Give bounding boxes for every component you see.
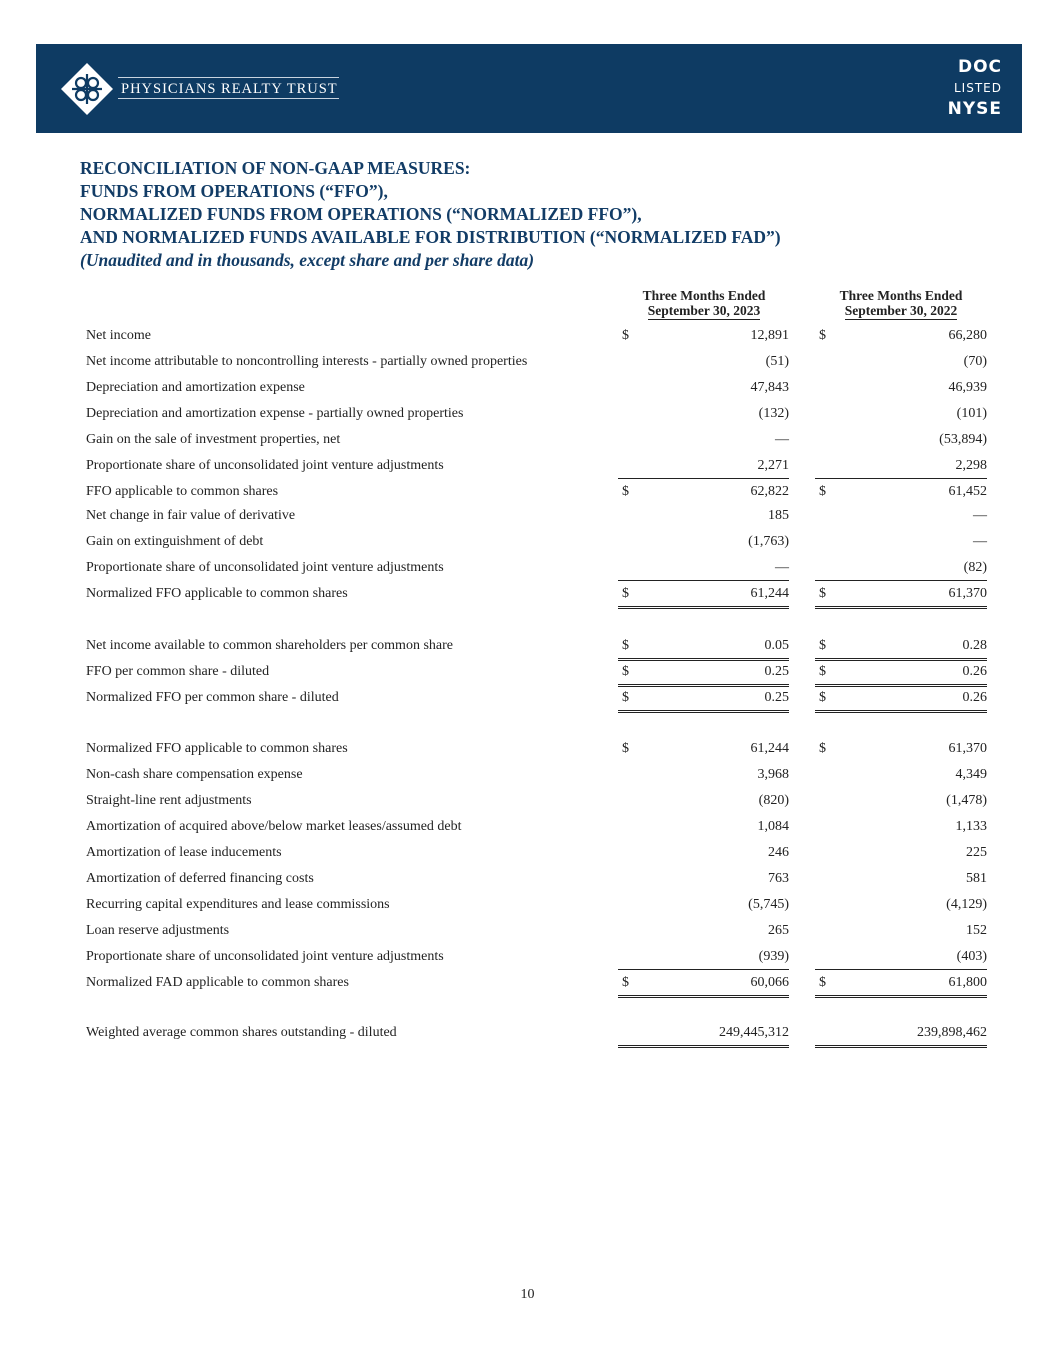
value-cell-2023 bbox=[618, 660, 789, 687]
table-row bbox=[0, 530, 1055, 556]
value-cell-2022 bbox=[815, 504, 987, 528]
report-subtitle: (Unaudited and in thousands, except share and per share data) bbox=[80, 250, 535, 270]
value: 0.26 bbox=[962, 690, 987, 705]
dollar-sign: $ bbox=[622, 586, 629, 601]
report-title-line: NORMALIZED FUNDS FROM OPERATIONS (“NORMALIZED FFO”), bbox=[80, 204, 642, 224]
row-label: Proportionate share of unconsolidated joint venture adjustments bbox=[86, 458, 444, 473]
value: 60,066 bbox=[750, 975, 789, 990]
dollar-sign: $ bbox=[622, 328, 629, 343]
column-header-2022 bbox=[815, 288, 987, 320]
value: 0.25 bbox=[764, 690, 789, 705]
value-cell-2022 bbox=[815, 324, 987, 348]
table-row bbox=[0, 376, 1055, 402]
value: 0.25 bbox=[764, 664, 789, 679]
column-header-line1: Three Months Ended bbox=[642, 288, 766, 303]
value-cell-2023 bbox=[618, 504, 789, 528]
value-cell-2022 bbox=[815, 376, 987, 400]
row-label: Gain on extinguishment of debt bbox=[86, 534, 264, 549]
value: 763 bbox=[768, 871, 789, 886]
dollar-sign: $ bbox=[819, 664, 826, 679]
value: (1,763) bbox=[748, 534, 789, 549]
value: 185 bbox=[768, 508, 789, 523]
value: (939) bbox=[758, 949, 789, 964]
row-label: Normalized FFO applicable to common shares bbox=[86, 586, 348, 601]
value-cell-2023 bbox=[618, 841, 789, 865]
value: (132) bbox=[758, 406, 789, 421]
value-cell-2022 bbox=[815, 815, 987, 839]
value: 0.26 bbox=[962, 664, 987, 679]
table-row bbox=[0, 660, 1055, 686]
row-label: Normalized FFO per common share - diluted bbox=[86, 690, 339, 705]
value: 152 bbox=[966, 923, 987, 938]
value-cell-2022 bbox=[815, 1021, 987, 1048]
dollar-sign: $ bbox=[622, 638, 629, 653]
column-header-line2: September 30, 2022 bbox=[844, 303, 958, 318]
value-cell-2022 bbox=[815, 789, 987, 813]
value: 4,349 bbox=[955, 767, 987, 782]
row-label: Gain on the sale of investment properties, net bbox=[86, 432, 341, 447]
table-row bbox=[0, 737, 1055, 763]
value-cell-2022 bbox=[815, 686, 987, 713]
value-cell-2022 bbox=[815, 454, 987, 479]
row-label: Proportionate share of unconsolidated joint venture adjustments bbox=[86, 949, 444, 964]
table-row bbox=[0, 556, 1055, 582]
value: 1,133 bbox=[955, 819, 987, 834]
value-cell-2023 bbox=[618, 428, 789, 452]
value: 265 bbox=[768, 923, 789, 938]
row-label: Amortization of lease inducements bbox=[86, 845, 282, 860]
value-cell-2023 bbox=[618, 789, 789, 813]
dollar-sign: $ bbox=[622, 484, 629, 499]
value: 225 bbox=[966, 845, 987, 860]
value: — bbox=[973, 508, 987, 523]
value: — bbox=[775, 432, 789, 447]
dollar-sign: $ bbox=[622, 690, 629, 705]
value-cell-2023 bbox=[618, 454, 789, 479]
table-row bbox=[0, 402, 1055, 428]
column-header-line2: September 30, 2023 bbox=[647, 303, 761, 318]
header-banner bbox=[36, 44, 1022, 133]
value: 581 bbox=[966, 871, 987, 886]
table-row bbox=[0, 789, 1055, 815]
table-row bbox=[0, 945, 1055, 971]
value-cell-2023 bbox=[618, 324, 789, 348]
row-label: Normalized FAD applicable to common shares bbox=[86, 975, 349, 990]
value: 66,280 bbox=[948, 328, 987, 343]
dollar-sign: $ bbox=[819, 690, 826, 705]
value-cell-2022 bbox=[815, 841, 987, 865]
value-cell-2023 bbox=[618, 893, 789, 917]
table-row bbox=[0, 919, 1055, 945]
value: 61,370 bbox=[948, 741, 987, 756]
row-label: Loan reserve adjustments bbox=[86, 923, 230, 938]
value-cell-2022 bbox=[815, 893, 987, 917]
column-header-2023 bbox=[618, 288, 790, 320]
value-cell-2023 bbox=[618, 815, 789, 839]
report-title-line: FUNDS FROM OPERATIONS (“FFO”), bbox=[80, 181, 388, 201]
table-row bbox=[0, 1021, 1055, 1047]
value-cell-2022 bbox=[815, 867, 987, 891]
table-row bbox=[0, 428, 1055, 454]
value-cell-2023 bbox=[618, 402, 789, 426]
value: (70) bbox=[963, 354, 987, 369]
value-cell-2023 bbox=[618, 634, 789, 661]
row-label: FFO applicable to common shares bbox=[86, 484, 279, 499]
value: (82) bbox=[963, 560, 987, 575]
value-cell-2023 bbox=[618, 945, 789, 970]
value: (4,129) bbox=[946, 897, 987, 912]
row-label: Net income attributable to noncontrolling interests - partially owned properties bbox=[86, 354, 528, 369]
row-label: Normalized FFO applicable to common shares bbox=[86, 741, 348, 756]
value: 2,271 bbox=[757, 458, 789, 473]
value-cell-2022 bbox=[815, 402, 987, 426]
row-label: Weighted average common shares outstanding - diluted bbox=[86, 1025, 397, 1040]
table-row bbox=[0, 841, 1055, 867]
row-label: Proportionate share of unconsolidated joint venture adjustments bbox=[86, 560, 444, 575]
row-label: Non-cash share compensation expense bbox=[86, 767, 303, 782]
value: — bbox=[775, 560, 789, 575]
dollar-sign: $ bbox=[819, 975, 826, 990]
row-label: Net income bbox=[86, 328, 151, 343]
report-title-block bbox=[80, 157, 980, 272]
value-cell-2022 bbox=[815, 634, 987, 661]
value-cell-2022 bbox=[815, 530, 987, 554]
value: 61,800 bbox=[948, 975, 987, 990]
table-row bbox=[0, 324, 1055, 350]
row-label: Amortization of deferred financing costs bbox=[86, 871, 314, 886]
value-cell-2023 bbox=[618, 919, 789, 943]
dollar-sign: $ bbox=[819, 638, 826, 653]
value-cell-2023 bbox=[618, 971, 789, 998]
value-cell-2023 bbox=[618, 686, 789, 713]
value-cell-2022 bbox=[815, 971, 987, 998]
value-cell-2023 bbox=[618, 1021, 789, 1048]
value-cell-2022 bbox=[815, 763, 987, 787]
value: 46,939 bbox=[948, 380, 987, 395]
dollar-sign: $ bbox=[622, 741, 629, 756]
value-cell-2022 bbox=[815, 350, 987, 374]
value-cell-2022 bbox=[815, 480, 987, 504]
value: 239,898,462 bbox=[917, 1025, 987, 1040]
table-row bbox=[0, 867, 1055, 893]
table-row bbox=[0, 634, 1055, 660]
value-cell-2022 bbox=[815, 660, 987, 687]
value-cell-2022 bbox=[815, 919, 987, 943]
value: 1,084 bbox=[757, 819, 789, 834]
value: 61,244 bbox=[750, 741, 789, 756]
value: (403) bbox=[956, 949, 987, 964]
dollar-sign: $ bbox=[622, 975, 629, 990]
value: (820) bbox=[758, 793, 789, 808]
table-row bbox=[0, 504, 1055, 530]
table-row bbox=[0, 763, 1055, 789]
value: 2,298 bbox=[955, 458, 987, 473]
value-cell-2023 bbox=[618, 350, 789, 374]
row-label: Recurring capital expenditures and lease commissions bbox=[86, 897, 390, 912]
value-cell-2023 bbox=[618, 867, 789, 891]
value-cell-2023 bbox=[618, 582, 789, 609]
page-number: 10 bbox=[520, 1287, 535, 1302]
value-cell-2022 bbox=[815, 737, 987, 761]
row-label: Depreciation and amortization expense - partially owned properties bbox=[86, 406, 464, 421]
report-title-line: AND NORMALIZED FUNDS AVAILABLE FOR DISTRIBUTION (“NORMALIZED FAD”) bbox=[80, 227, 781, 247]
value: 0.28 bbox=[962, 638, 987, 653]
value: 0.05 bbox=[764, 638, 789, 653]
value: 249,445,312 bbox=[719, 1025, 789, 1040]
table-row bbox=[0, 582, 1055, 608]
row-label: Net income available to common shareholders per common share bbox=[86, 638, 453, 653]
value-cell-2023 bbox=[618, 763, 789, 787]
value-cell-2023 bbox=[618, 737, 789, 761]
value: 47,843 bbox=[750, 380, 789, 395]
value: 62,822 bbox=[750, 484, 789, 499]
company-logo-icon bbox=[60, 62, 114, 116]
row-label: Net change in fair value of derivative bbox=[86, 508, 296, 523]
column-header-line1: Three Months Ended bbox=[839, 288, 963, 303]
value: 61,370 bbox=[948, 586, 987, 601]
table-row bbox=[0, 815, 1055, 841]
exchange-name: NYSE bbox=[947, 99, 1002, 119]
value-cell-2023 bbox=[618, 376, 789, 400]
table-row bbox=[0, 893, 1055, 919]
table-row bbox=[0, 454, 1055, 480]
table-row bbox=[0, 971, 1055, 997]
value: 246 bbox=[768, 845, 789, 860]
dollar-sign: $ bbox=[819, 328, 826, 343]
value-cell-2022 bbox=[815, 428, 987, 452]
ticker-block bbox=[948, 56, 1002, 120]
dollar-sign: $ bbox=[622, 664, 629, 679]
table-row bbox=[0, 480, 1055, 506]
value: (51) bbox=[765, 354, 789, 369]
value: (53,894) bbox=[939, 432, 987, 447]
value: (101) bbox=[956, 406, 987, 421]
row-label: Depreciation and amortization expense bbox=[86, 380, 305, 395]
report-title-line: RECONCILIATION OF NON-GAAP MEASURES: bbox=[80, 158, 471, 178]
value-cell-2023 bbox=[618, 556, 789, 581]
value: (1,478) bbox=[946, 793, 987, 808]
value: 61,244 bbox=[750, 586, 789, 601]
row-label: FFO per common share - diluted bbox=[86, 664, 270, 679]
row-label: Straight-line rent adjustments bbox=[86, 793, 252, 808]
table-row bbox=[0, 686, 1055, 712]
dollar-sign: $ bbox=[819, 586, 826, 601]
ticker-symbol: DOC bbox=[957, 57, 1002, 77]
dollar-sign: $ bbox=[819, 484, 826, 499]
table-row bbox=[0, 350, 1055, 376]
row-label: Amortization of acquired above/below market leases/assumed debt bbox=[86, 819, 462, 834]
value-cell-2022 bbox=[815, 582, 987, 609]
dollar-sign: $ bbox=[819, 741, 826, 756]
listed-label: LISTED bbox=[954, 81, 1002, 95]
value-cell-2023 bbox=[618, 480, 789, 504]
value: 12,891 bbox=[750, 328, 789, 343]
value: (5,745) bbox=[748, 897, 789, 912]
value: 3,968 bbox=[757, 767, 789, 782]
value: — bbox=[973, 534, 987, 549]
value: 61,452 bbox=[948, 484, 987, 499]
company-name: PHYSICIANS REALTY TRUST bbox=[118, 77, 339, 99]
value-cell-2023 bbox=[618, 530, 789, 554]
value-cell-2022 bbox=[815, 556, 987, 581]
value-cell-2022 bbox=[815, 945, 987, 970]
